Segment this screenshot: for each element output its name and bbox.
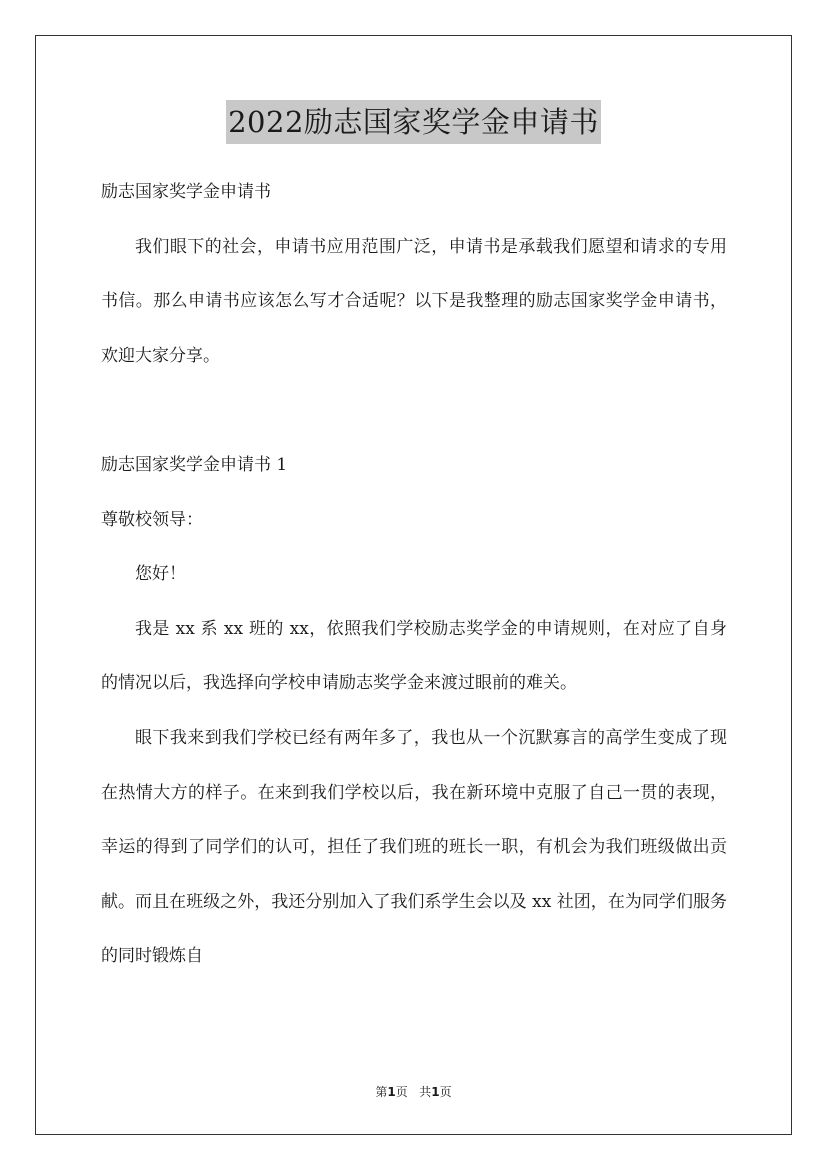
intro-paragraph: 我们眼下的社会，申请书应用范围广泛，申请书是承载我们愿望和请求的专用书信。那么申请书应该怎么写才合适呢？以下是我整理的励志国家奖学金申请书，欢迎大家分享。	[101, 236, 727, 366]
page-prefix: 第	[375, 1085, 388, 1099]
page-suffix: 页	[395, 1085, 408, 1099]
total-pages: 1	[431, 1085, 440, 1099]
blank-line	[101, 383, 727, 438]
total-prefix: 共	[419, 1085, 432, 1099]
section-heading: 励志国家奖学金申请书 1	[101, 454, 288, 475]
greeting: 您好！	[135, 564, 186, 585]
page-footer	[0, 1083, 827, 1101]
salutation: 尊敬校领导：	[101, 509, 203, 530]
document-subtitle: 励志国家奖学金申请书	[101, 182, 271, 202]
title-container	[0, 100, 827, 144]
body-paragraph-1: 我是 xx 系 xx 班的 xx，依照我们学校励志奖学金的申请规则，在对应了自身的情况以后，我选择向学校申请励志奖学金来渡过眼前的难关。	[101, 618, 727, 694]
body-paragraph-2: 眼下我来到我们学校已经有两年多了，我也从一个沉默寡言的高学生变成了现在热情大方的样子。在来到我们学校以后，我在新环境中克服了自己一贯的表现，幸运的得到了同学们的认可，担任了我们班的班长一职，有机会为我们班级做出贡献。而且在班级之外，我还分别加入了我们系学生会以及 xx 社团，在为同学们服务的同时锻炼自	[101, 727, 727, 967]
document-title: 2022励志国家奖学金申请书	[226, 100, 601, 144]
page-number: 1	[387, 1085, 396, 1099]
document-body	[101, 165, 727, 984]
total-suffix: 页	[439, 1085, 452, 1099]
